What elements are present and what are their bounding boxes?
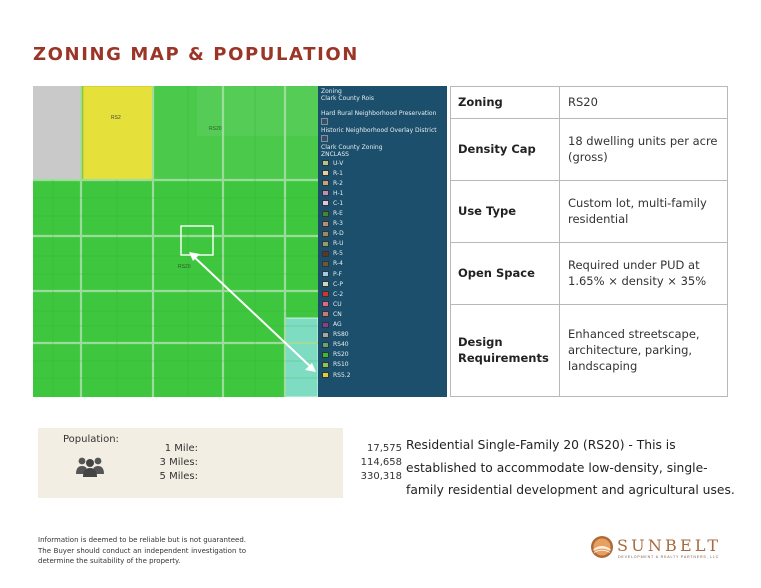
legend-color-swatch <box>322 301 329 307</box>
disclaimer: Information is deemed to be reliable but is not guaranteed. The Buyer should conduct an independent investigation to determine the suitability of the property. <box>38 536 246 565</box>
map-legend <box>318 86 447 397</box>
legend-item <box>321 198 445 208</box>
legend-item <box>321 370 445 380</box>
row-value: Required under PUD at 1.65% × density × 35% <box>560 242 728 304</box>
legend-item-label: RS80 <box>333 331 349 339</box>
legend-item-label: U-V <box>333 159 344 167</box>
legend-item <box>321 158 445 168</box>
legend-item <box>321 360 445 370</box>
population-value: 17,575 <box>367 443 402 454</box>
legend-item-label: R-5 <box>333 250 343 258</box>
legend-swatch <box>321 135 328 142</box>
legend-item <box>321 249 445 259</box>
legend-item-label: R-4 <box>333 260 343 268</box>
legend-color-swatch <box>322 362 329 368</box>
legend-county-zoning: Clark County Zoning <box>321 144 383 151</box>
zoning-details-table <box>450 86 728 397</box>
legend-item <box>321 289 445 299</box>
legend-color-swatch <box>322 311 329 317</box>
row-key: Zoning <box>451 87 560 119</box>
legend-color-swatch <box>322 372 329 378</box>
population-value: 330,318 <box>360 471 402 482</box>
legend-color-swatch <box>322 241 329 247</box>
legend-item-label: RS40 <box>333 341 349 349</box>
people-group-icon <box>75 455 105 477</box>
legend-item <box>321 279 445 289</box>
legend-roads: Clark County Rois <box>321 95 375 102</box>
legend-color-swatch <box>322 342 329 348</box>
population-value: 114,658 <box>360 457 402 468</box>
legend-item <box>321 178 445 188</box>
legend-title: Zoning <box>321 88 342 95</box>
table-row <box>451 304 728 396</box>
legend-color-swatch <box>322 251 329 257</box>
legend-color-swatch <box>322 160 329 166</box>
zoning-map[interactable] <box>33 86 447 397</box>
legend-item <box>321 188 445 198</box>
row-value: Custom lot, multi-family residential <box>560 180 728 242</box>
table-row <box>451 118 728 180</box>
map-label-rs20: RS20 <box>209 126 222 132</box>
legend-item <box>321 168 445 178</box>
legend-color-swatch <box>322 271 329 277</box>
map-canvas <box>33 86 318 397</box>
zoning-description: Residential Single-Family 20 (RS20) - This is established to accommodate low-density, single-family residential development and agricultural uses. <box>406 438 735 497</box>
legend-color-swatch <box>322 180 329 186</box>
legend-color-swatch <box>322 322 329 328</box>
legend-item-label: R-D <box>333 230 344 238</box>
population-radius: 3 Miles: <box>159 457 198 468</box>
table-row <box>451 87 728 119</box>
row-key: Density Cap <box>451 118 560 180</box>
legend-item-label: H-1 <box>333 189 344 197</box>
legend-item-label: R-E <box>333 210 343 218</box>
legend-item-label: R-2 <box>333 179 343 187</box>
population-panel <box>38 428 402 498</box>
legend-item-label: CU <box>333 300 342 308</box>
legend-item <box>321 219 445 229</box>
legend-item <box>321 320 445 330</box>
legend-color-swatch <box>322 190 329 196</box>
legend-item <box>321 330 445 340</box>
legend-item-label: RS20 <box>333 351 349 359</box>
legend-color-swatch <box>322 291 329 297</box>
legend-color-swatch <box>322 170 329 176</box>
legend-item <box>321 309 445 319</box>
legend-item-label: C-P <box>333 280 343 288</box>
legend-color-swatch <box>322 281 329 287</box>
row-value: Enhanced streetscape, architecture, parking, landscaping <box>560 304 728 396</box>
population-label: Population: <box>63 434 119 445</box>
legend-item-label: RS5.2 <box>333 371 351 379</box>
legend-item <box>321 259 445 269</box>
legend-item <box>321 269 445 279</box>
legend-item-label: P-F <box>333 270 343 278</box>
sunbelt-logo <box>590 535 740 565</box>
legend-item <box>321 208 445 218</box>
table-row <box>451 180 728 242</box>
legend-item-label: AG <box>333 321 342 329</box>
row-value: 18 dwelling units per acre (gross) <box>560 118 728 180</box>
row-key: Design Requirements <box>451 304 560 396</box>
legend-item <box>321 299 445 309</box>
legend-item-label: R-U <box>333 240 344 248</box>
legend-historic: Historic Neighborhood Overlay District <box>321 127 437 134</box>
row-key: Open Space <box>451 242 560 304</box>
legend-item-label: R-3 <box>333 220 343 228</box>
legend-color-swatch <box>322 261 329 267</box>
population-radius: 5 Miles: <box>159 471 198 482</box>
row-key: Use Type <box>451 180 560 242</box>
legend-item-label: R-1 <box>333 169 343 177</box>
legend-item-label: C-2 <box>333 290 344 298</box>
row-value: RS20 <box>560 87 728 119</box>
legend-item-label: RS10 <box>333 361 349 369</box>
map-label-rs20: RS20 <box>178 264 191 270</box>
legend-item-label: C-1 <box>333 199 344 207</box>
legend-color-swatch <box>322 231 329 237</box>
legend-item <box>321 239 445 249</box>
legend-hard-rural: Hard Rural Neighborhood Preservation <box>321 110 437 117</box>
legend-item <box>321 229 445 239</box>
page-title: ZONING MAP & POPULATION <box>33 44 359 65</box>
legend-color-swatch <box>322 211 329 217</box>
legend-color-swatch <box>322 200 329 206</box>
logo-tagline: DEVELOPMENT & REALTY PARTNERS, LLC <box>618 555 720 559</box>
legend-color-swatch <box>322 352 329 358</box>
legend-item <box>321 340 445 350</box>
map-label-rs2: RS2 <box>111 115 121 121</box>
sun-logo-icon <box>590 535 614 559</box>
population-radius: 1 Mile: <box>164 443 198 454</box>
legend-items <box>321 158 445 380</box>
legend-zn-class: ZNCLASS <box>321 151 349 158</box>
legend-item <box>321 350 445 360</box>
legend-color-swatch <box>322 221 329 227</box>
table-row <box>451 242 728 304</box>
legend-color-swatch <box>322 332 329 338</box>
logo-wordmark: SUNBELT <box>617 536 722 555</box>
legend-swatch <box>321 118 328 125</box>
legend-item-label: CN <box>333 310 342 318</box>
